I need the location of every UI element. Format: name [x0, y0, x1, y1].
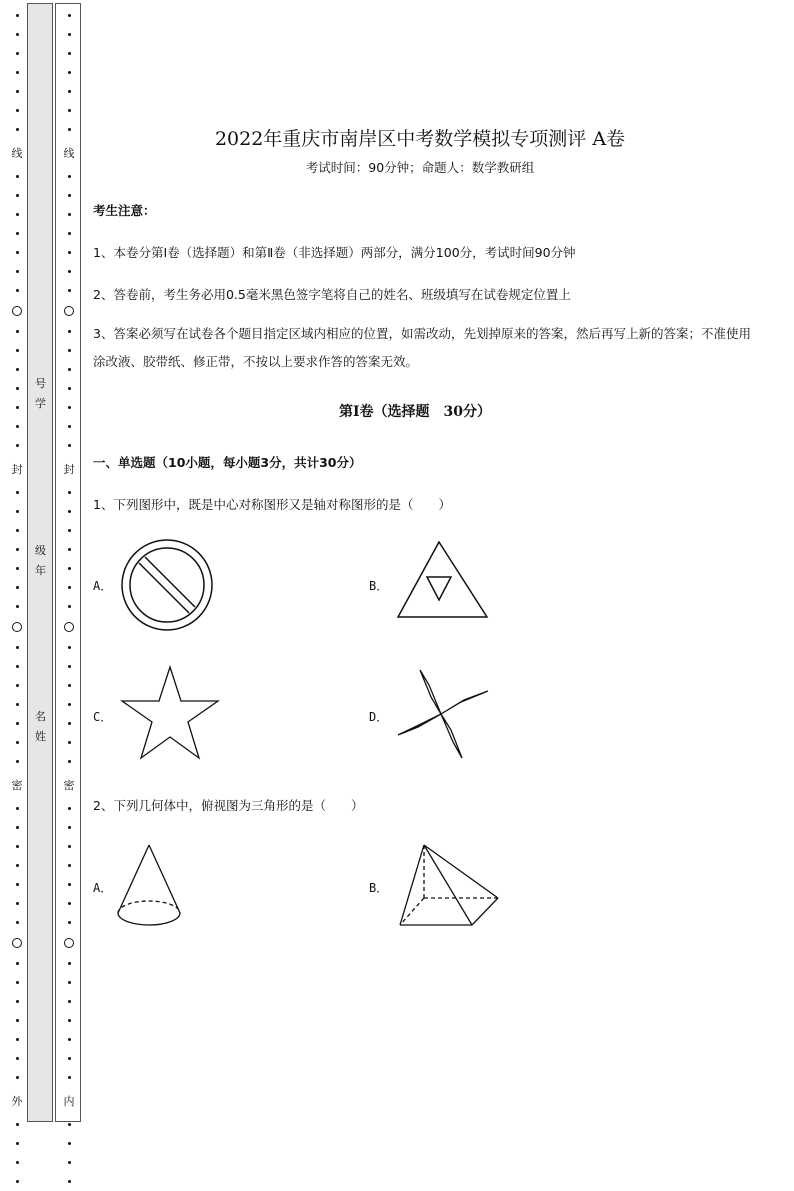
outer-dot: [16, 71, 19, 74]
outer-dot: [16, 425, 19, 428]
no-entry-figure: [120, 538, 215, 633]
inner-circle-mark: [64, 622, 74, 632]
inner-seal-char: 内: [63, 1095, 75, 1108]
notice-heading: 考生注意：: [93, 203, 156, 218]
inner-dot: [68, 1057, 71, 1060]
outer-dot: [16, 845, 19, 848]
outer-dot: [16, 1076, 19, 1079]
outer-dot: [16, 703, 19, 706]
inner-dot: [68, 586, 71, 589]
question-1-text: 1、下列图形中，既是中心对称图形又是轴对称图形的是（ ）: [93, 497, 451, 512]
outer-dot: [16, 251, 19, 254]
q2-option-a-label[interactable]: A．: [93, 881, 113, 895]
triangle-figure: [396, 540, 491, 620]
outer-dot: [16, 368, 19, 371]
outer-dot: [16, 194, 19, 197]
inner-seal-char: 密: [63, 779, 75, 792]
outer-dot: [16, 760, 19, 763]
outer-dot: [16, 981, 19, 984]
exam-title: 2022年重庆市南岸区中考数学模拟专项测评 A卷: [214, 128, 626, 150]
outer-dot: [16, 510, 19, 513]
inner-dot: [68, 703, 71, 706]
inner-dot: [68, 921, 71, 924]
outer-dot: [16, 349, 19, 352]
inner-dot: [68, 646, 71, 649]
inner-dot: [68, 845, 71, 848]
outer-dot: [16, 232, 19, 235]
outer-dot: [16, 902, 19, 905]
section-title: 第I卷（选择题 30分）: [338, 404, 492, 420]
outer-seal-line: [10, 6, 24, 1191]
inner-dot: [68, 232, 71, 235]
inner-dot: [68, 1076, 71, 1079]
inner-circle-mark: [64, 938, 74, 948]
outer-dot: [16, 330, 19, 333]
outer-dot: [16, 826, 19, 829]
outer-dot: [16, 52, 19, 55]
inner-dot: [68, 491, 71, 494]
outer-dot: [16, 567, 19, 570]
outer-dot: [16, 864, 19, 867]
inner-dot: [68, 741, 71, 744]
outer-dot: [16, 1161, 19, 1164]
part-title: 一、单选题（10小题，每小题3分，共计30分）: [93, 455, 362, 470]
inner-dot: [68, 289, 71, 292]
inner-seal-line: [62, 6, 76, 1191]
inner-dot: [68, 548, 71, 551]
notice-item-1: 1、本卷分第I卷（选择题）和第Ⅱ卷（非选择题）两部分，满分100分，考试时间90分钟: [93, 245, 576, 260]
outer-dot: [16, 1000, 19, 1003]
outer-dot: [16, 665, 19, 668]
outer-dot: [16, 109, 19, 112]
inner-dot: [68, 684, 71, 687]
outer-dot: [16, 444, 19, 447]
pinwheel-figure: [396, 667, 490, 761]
outer-dot: [16, 1019, 19, 1022]
outer-dot: [16, 33, 19, 36]
outer-circle-mark: [12, 622, 22, 632]
inner-dot: [68, 1123, 71, 1126]
inner-dot: [68, 902, 71, 905]
outer-dot: [16, 1180, 19, 1183]
inner-dot: [68, 194, 71, 197]
inner-dot: [68, 962, 71, 965]
q2-option-b-label[interactable]: B．: [369, 881, 389, 895]
outer-seal-char: 线: [11, 147, 23, 160]
inner-dot: [68, 213, 71, 216]
outer-dot: [16, 270, 19, 273]
outer-seal-char: 密: [11, 779, 23, 792]
inner-dot: [68, 14, 71, 17]
inner-dot: [68, 270, 71, 273]
inner-dot: [68, 52, 71, 55]
inner-dot: [68, 1180, 71, 1183]
inner-dot: [68, 71, 71, 74]
inner-dot: [68, 1142, 71, 1145]
inner-dot: [68, 90, 71, 93]
inner-circle-mark: [64, 306, 74, 316]
notice-item-3: 3、答案必须写在试卷各个题目指定区域内相应的位置，如需改动，先划掉原来的答案，然后再写上新的答案；不准使用涂改液、胶带纸、修正带，不按以上要求作答的答案无效。: [93, 326, 751, 369]
inner-dot: [68, 605, 71, 608]
outer-dot: [16, 90, 19, 93]
inner-dot: [68, 981, 71, 984]
outer-dot: [16, 684, 19, 687]
outer-dot: [16, 387, 19, 390]
outer-dot: [16, 491, 19, 494]
inner-seal-char: 线: [63, 147, 75, 160]
outer-dot: [16, 1038, 19, 1041]
inner-dot: [68, 368, 71, 371]
outer-circle-mark: [12, 938, 22, 948]
outer-dot: [16, 722, 19, 725]
inner-dot: [68, 567, 71, 570]
inner-dot: [68, 251, 71, 254]
inner-dot: [68, 444, 71, 447]
inner-dot: [68, 330, 71, 333]
inner-dot: [68, 864, 71, 867]
q1-option-a-label[interactable]: A．: [93, 579, 113, 593]
inner-dot: [68, 529, 71, 532]
outer-seal-char: 外: [11, 1095, 23, 1108]
cone-figure: [115, 843, 185, 929]
outer-dot: [16, 586, 19, 589]
q1-option-c-label[interactable]: C．: [93, 710, 113, 724]
inner-dot: [68, 1038, 71, 1041]
inner-dot: [68, 1000, 71, 1003]
outer-dot: [16, 741, 19, 744]
outer-dot: [16, 14, 19, 17]
outer-dot: [16, 605, 19, 608]
outer-dot: [16, 529, 19, 532]
outer-dot: [16, 1057, 19, 1060]
outer-seal-char: 封: [11, 463, 23, 476]
inner-dot: [68, 510, 71, 513]
pyramid-figure: [396, 843, 502, 929]
inner-dot: [68, 1161, 71, 1164]
outer-dot: [16, 289, 19, 292]
class-label: 级年: [35, 544, 46, 577]
inner-dot: [68, 760, 71, 763]
star-figure: [120, 665, 220, 762]
inner-dot: [68, 349, 71, 352]
name-label: 名姓: [35, 710, 46, 743]
outer-dot: [16, 1123, 19, 1126]
inner-dot: [68, 33, 71, 36]
inner-dot: [68, 109, 71, 112]
inner-dot: [68, 883, 71, 886]
inner-seal-char: 封: [63, 463, 75, 476]
notice-item-2: 2、答卷前，考生务必用0.5毫米黑色签字笔将自己的姓名、班级填写在试卷规定位置上: [93, 287, 571, 302]
inner-dot: [68, 1019, 71, 1022]
inner-dot: [68, 722, 71, 725]
outer-dot: [16, 921, 19, 924]
outer-dot: [16, 807, 19, 810]
outer-dot: [16, 883, 19, 886]
outer-dot: [16, 962, 19, 965]
inner-dot: [68, 425, 71, 428]
q1-option-d-label[interactable]: D．: [369, 710, 389, 724]
inner-dot: [68, 665, 71, 668]
question-2-text: 2、下列几何体中，俯视图为三角形的是（ ）: [93, 798, 364, 813]
outer-dot: [16, 548, 19, 551]
outer-dot: [16, 1142, 19, 1145]
outer-dot: [16, 213, 19, 216]
outer-dot: [16, 646, 19, 649]
student-number-label: 号学: [35, 377, 46, 410]
q1-option-b-label[interactable]: B．: [369, 579, 389, 593]
inner-dot: [68, 387, 71, 390]
outer-circle-mark: [12, 306, 22, 316]
inner-dot: [68, 807, 71, 810]
exam-subtitle: 考试时间：90分钟；命题人：数学教研组: [305, 160, 535, 175]
inner-dot: [68, 826, 71, 829]
